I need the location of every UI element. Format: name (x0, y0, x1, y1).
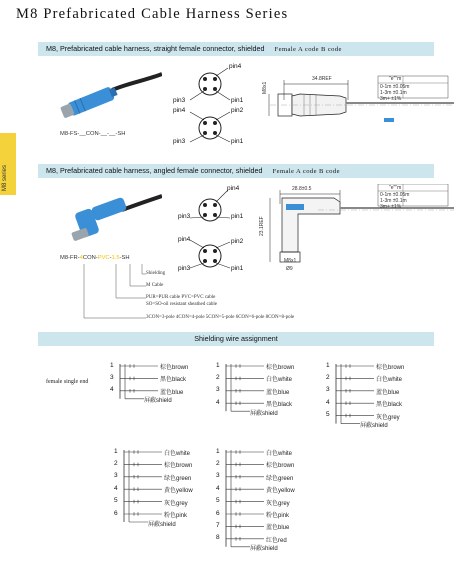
angled-table-row-1: 0-1m ±0.05m (380, 192, 410, 198)
wire-pin-number: 1 (110, 361, 114, 369)
wire-color-label: 蓝色blue (376, 389, 400, 396)
shield-label: 屏蔽shield (148, 521, 176, 528)
wire-color-label: 白色white (266, 377, 293, 384)
angled-table-head: "e""m (389, 185, 402, 191)
wire-pin-number: 1 (216, 361, 220, 369)
wire-pin-number: 1 (216, 447, 220, 455)
angled-connector-photo (52, 184, 162, 252)
wire-pin-number: 2 (216, 373, 220, 381)
wire-color-label: 蓝色blue (266, 389, 290, 396)
angled-table-row-3: 3m+ ±1% (380, 204, 402, 210)
series-side-tab (0, 133, 16, 195)
straight-code-text: Female A code B code (274, 46, 342, 53)
wire-color-label: 棕色brown (376, 365, 405, 371)
wire-color-label: 灰色grey (376, 414, 400, 421)
wire-color-label: 白色white (164, 451, 191, 457)
shield-label: 屏蔽shield (144, 398, 172, 405)
wire-color-label: 绿色green (164, 475, 192, 482)
straight-table-row-1: 0-1m ±0.05m (380, 84, 410, 90)
legend-halogen: SO=SO-oil resistant sheathed cable (146, 302, 217, 307)
wire-color-label: 灰色grey (266, 500, 290, 507)
wiring-diagram-6pin (112, 448, 212, 536)
angled-code-text: Female A code B code (272, 168, 340, 175)
wire-pin-number: 3 (114, 472, 118, 480)
straight-dim-length: 34.8REF (312, 76, 332, 82)
wire-pin-number: 7 (216, 521, 220, 529)
angled-diameter: Ø9 (286, 266, 293, 272)
wire-pin-number: 5 (216, 497, 220, 505)
wire-pin-number: 1 (114, 447, 118, 455)
legend-shielding: Shielding (146, 271, 166, 276)
wire-pin-number: 8 (216, 534, 220, 542)
shield-label: 屏蔽shield (250, 546, 278, 553)
shielding-header-bar (38, 332, 434, 346)
wire-color-label: 绿色green (266, 475, 294, 482)
page-title: M8 Prefabricated Cable Harness Series (16, 6, 289, 22)
wire-color-label: 棕色brown (266, 365, 295, 371)
wire-pin-number: 4 (110, 386, 114, 394)
straight-part-number: M8-FS-__CON-__-__-SH (60, 131, 126, 137)
wire-color-label: 棕色brown (164, 463, 193, 470)
angled-dim-height: 23.1REF (259, 216, 265, 236)
wire-color-label: 灰色grey (164, 500, 188, 507)
angled-pin4-bottom: pin4 (178, 236, 191, 243)
straight-pinout-diagram (170, 60, 250, 150)
straight-table-row-2: 1-3m ±0.1m (380, 90, 407, 96)
angled-header-bar (38, 164, 434, 178)
angled-pin3-bottom: pin3 (178, 265, 191, 272)
wiring-diagram-5pin (324, 362, 424, 438)
wire-pin-number: 2 (114, 459, 118, 467)
wire-color-label: 白色white (266, 451, 293, 457)
shielding-header-text: Shielding wire assignment (194, 334, 278, 343)
wire-color-label: 棕色brown (160, 365, 189, 371)
shield-label: 屏蔽shield (250, 410, 278, 417)
angled-dim-width: 28.8±0.5 (292, 186, 312, 192)
wire-color-label: 黑色black (160, 377, 187, 384)
straight-header-text: M8, Prefabricated cable harness, straight female connector, shielded (46, 44, 265, 53)
legend-pins: 3CON=3-pole 4CON=4-pole 5CON=5-pole 6CON=6-pole 8CON=8-pole (146, 315, 295, 320)
wire-color-label: 粉色pink (266, 513, 290, 519)
angled-pin1-bottom: pin1 (231, 265, 244, 272)
wire-pin-number: 4 (216, 484, 220, 492)
wiring-diagram-4pin (214, 362, 314, 426)
shield-label: 屏蔽shield (360, 423, 388, 430)
wire-pin-number: 5 (114, 497, 118, 505)
angled-legend-tree (60, 262, 150, 322)
wire-color-label: 粉色pink (164, 513, 188, 519)
wire-pin-number: 3 (110, 373, 114, 381)
wire-pin-number: 3 (216, 472, 220, 480)
wire-pin-number: 4 (216, 398, 220, 406)
angled-pin1-top: pin1 (231, 213, 244, 220)
legend-length: M Cable (146, 283, 164, 288)
straight-table-head: "e""m (389, 76, 402, 82)
wire-color-label: 红色red (266, 537, 287, 544)
wire-pin-number: 4 (114, 484, 118, 492)
wire-pin-number: 2 (216, 459, 220, 467)
straight-pin1-top: pin1 (231, 97, 244, 104)
wire-color-label: 黄色yellow (266, 488, 295, 495)
wire-pin-number: 3 (326, 386, 330, 394)
wire-pin-number: 5 (326, 411, 330, 419)
wire-color-label: 蓝色blue (266, 525, 290, 532)
straight-thread: M8x1 (262, 81, 268, 94)
wire-pin-number: 2 (326, 373, 330, 381)
wire-pin-number: 6 (114, 509, 118, 517)
wiring-diagram-8pin (214, 448, 314, 561)
wire-color-label: 蓝色blue (160, 389, 184, 396)
straight-header-bar (38, 42, 434, 56)
straight-pin3-bottom: pin3 (173, 138, 186, 145)
straight-pin3-top: pin3 (173, 97, 186, 104)
angled-pin2-bottom: pin2 (231, 238, 244, 245)
wire-color-label: 黄色yellow (164, 488, 193, 495)
wire-pin-number: 4 (326, 398, 330, 406)
wire-color-label: 黑色black (376, 402, 403, 409)
wiring-diagram-3pin (108, 362, 208, 413)
straight-pin4-top: pin4 (229, 63, 242, 70)
side-tab-label: M8 series (2, 164, 8, 191)
female-single-end-label: female single end (46, 379, 89, 385)
straight-pin2-bottom: pin2 (231, 107, 244, 114)
straight-connector-photo (52, 60, 162, 132)
wire-pin-number: 1 (326, 361, 330, 369)
wire-color-label: 黑色black (266, 402, 293, 409)
angled-table-row-2: 1-3m ±0.1m (380, 198, 407, 204)
legend-jacket: PUR=PUR cable PVC=PVC cable (146, 295, 216, 300)
wire-pin-number: 3 (216, 386, 220, 394)
angled-pin3-top: pin3 (178, 213, 191, 220)
straight-table-row-3: 3m+ ±1% (380, 96, 402, 102)
wire-pin-number: 6 (216, 509, 220, 517)
angled-thread: M8x1 (284, 258, 297, 264)
straight-pin4-bottom: pin4 (173, 107, 186, 114)
angled-part-number: M8-FR-4CON-PVC-1.5-SH (60, 255, 130, 261)
angled-pinout-diagram (170, 184, 250, 274)
straight-pin1-bottom: pin1 (231, 138, 244, 145)
wire-color-label: 棕色brown (266, 463, 295, 470)
angled-pin4-top: pin4 (227, 185, 240, 192)
angled-header-text: M8, Prefabricated cable harness, angled female connector, shielded (46, 166, 263, 175)
wire-color-label: 白色white (376, 377, 403, 384)
straight-technical-drawing (258, 70, 458, 142)
